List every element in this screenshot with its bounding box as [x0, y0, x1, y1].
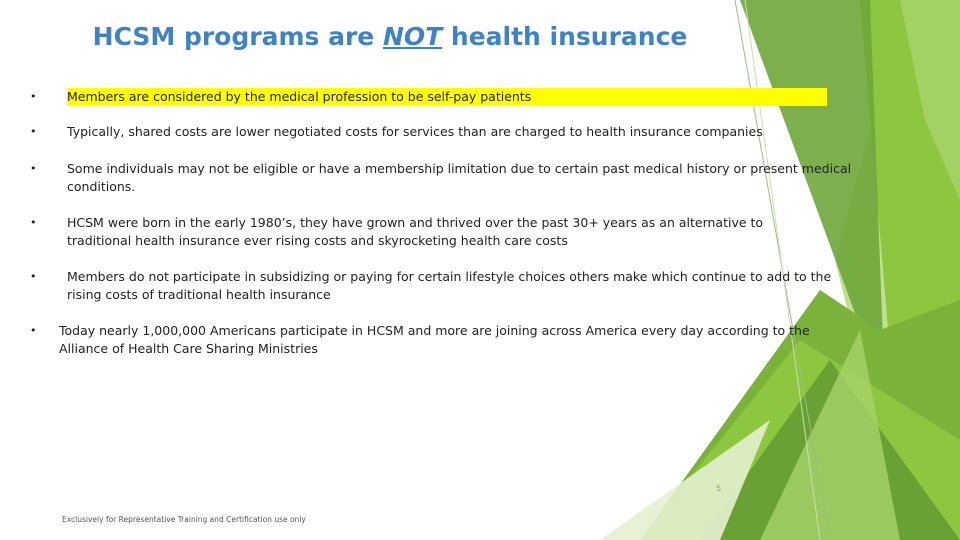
- bullet-text: Members do not participate in subsidizing or paying for certain lifestyle choices others make which continue to add to the rising costs of traditional health insurance: [67, 269, 832, 302]
- bullet-item: [30, 268, 857, 304]
- footer-disclaimer: Exclusively for Representative Training and Certification use only: [62, 515, 306, 524]
- title-emphasis: NOT: [382, 22, 443, 51]
- bullet-marker: •: [30, 125, 37, 138]
- bullet-item: [30, 123, 847, 141]
- bullet-item: [30, 322, 849, 358]
- bullet-text: Today nearly 1,000,000 Americans participate in HCSM and more are joining across America every day according to the Alliance of Health Care Sharing Ministries: [59, 323, 810, 356]
- bullet-text: HCSM were born in the early 1980’s, they have grown and thrived over the past 30+ years as an alternative to traditional health insurance ever rising costs and skyrocketing health care costs: [67, 215, 764, 248]
- bullet-marker: •: [30, 270, 37, 283]
- bullet-text: Some individuals may not be eligible or have a membership limitation due to certain past medical history or present medical conditions.: [67, 161, 852, 194]
- title-prefix: HCSM programs are: [92, 22, 383, 51]
- bullet-text: Typically, shared costs are lower negotiated costs for services than are charged to health insurance companies: [67, 124, 763, 139]
- bullet-marker: •: [30, 216, 37, 229]
- bullet-item: [30, 160, 857, 196]
- bullet-item: [30, 214, 827, 250]
- bullet-marker: •: [30, 324, 37, 337]
- bullet-marker: •: [30, 162, 37, 175]
- bullet-text: Members are considered by the medical profession to be self-pay patients: [67, 88, 827, 106]
- bullet-marker: •: [30, 90, 37, 103]
- page-number: 5: [716, 484, 722, 493]
- title-suffix: health insurance: [442, 22, 688, 51]
- bullet-item: [30, 88, 827, 106]
